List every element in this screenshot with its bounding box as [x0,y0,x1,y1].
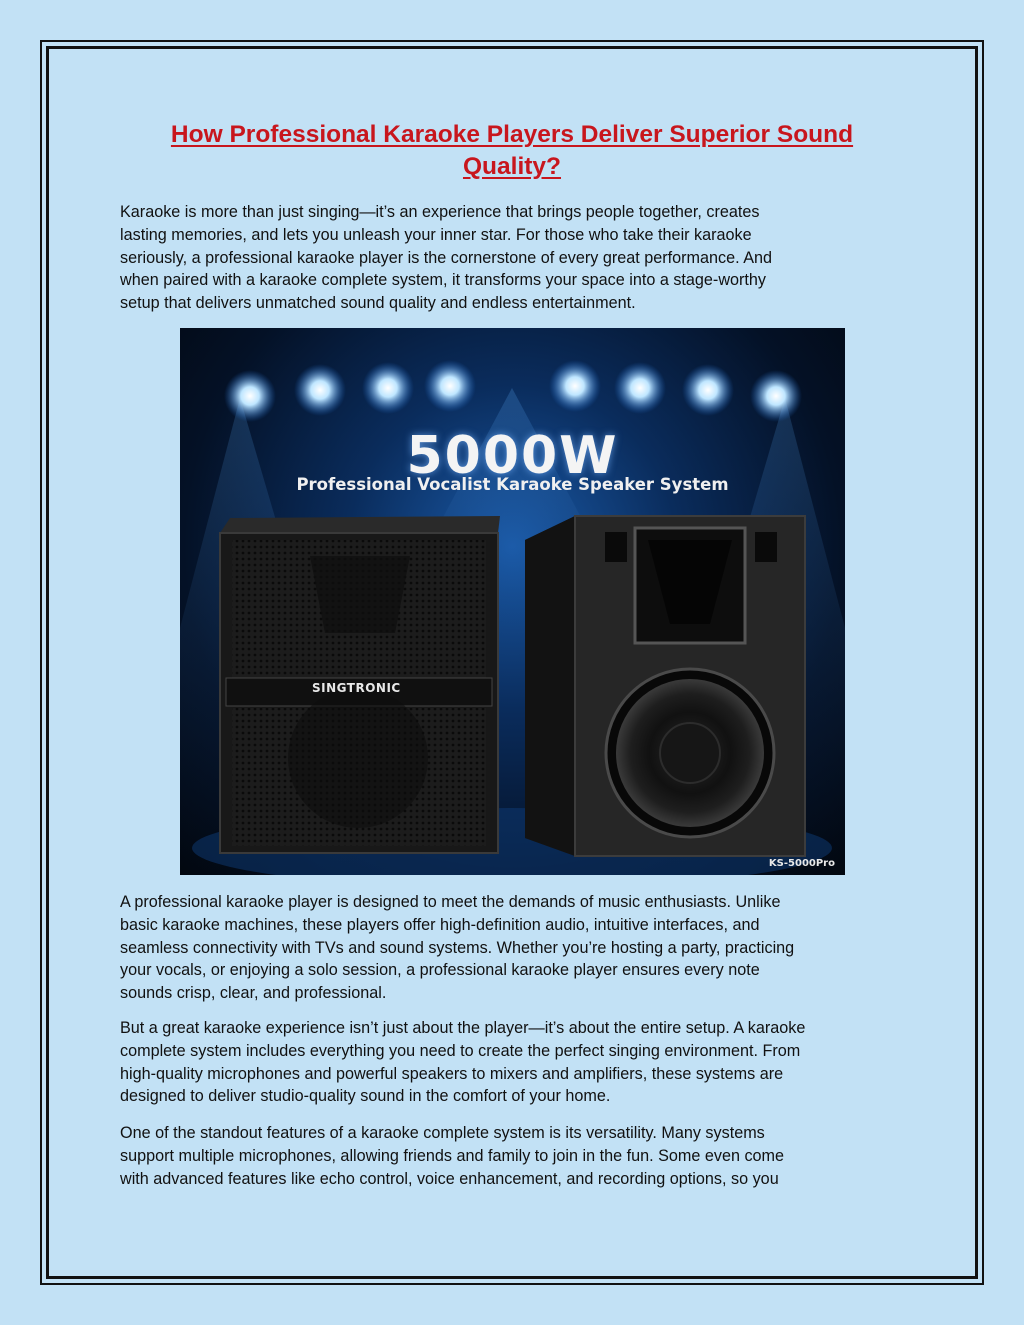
right-speaker [525,516,805,856]
article-title: How Professional Karaoke Players Deliver Superior Sound Quality? [170,121,854,180]
paragraph-intro: Karaoke is more than just singing—it’s an experience that brings people together, creates lasting memories, and lets you unleash your inner star. For those who take their karaoke seriously, a professional karaoke player is the cornerstone of every great performance. And when paired with a karaoke complete system, it transforms your space into a stage-worthy setup that delivers unmatched sound quality and endless entertainment. [120,203,773,313]
paragraph-system: But a great karaoke experience isn’t just about the player—it’s about the entire setup. A karaoke complete system includes everything you need to create the perfect singing environment. From high-quality microphones and powerful speakers to mixers and amplifiers, these systems are designed to deliver studio-quality sound in the comfort of your home. [120,1019,806,1106]
image-headline: 5000W [406,426,619,486]
paragraph-versatility: One of the standout features of a karaoke complete system is its versatility. Many systems support multiple microphones, allowing friends and family to join in the fun. Some even come with advanced features like echo control, voice enhancement, and recording options, so you [120,1124,785,1188]
speaker-model-label: KS-5000Pro [768,858,835,869]
speaker-illustration [180,328,845,875]
image-subline: Professional Vocalist Karaoke Speaker System [296,475,729,494]
speaker-brand-label: SINGTRONIC [312,681,401,695]
speaker-product-image [180,328,845,875]
paragraph-player: A professional karaoke player is designed to meet the demands of music enthusiasts. Unlike basic karaoke machines, these players offer high-definition audio, intuitive interfaces, and seamless connectivity with TVs and sound systems. Whether you’re hosting a party, practicing your vocals, or enjoying a solo session, a professional karaoke player ensures every note sounds crisp, clear, and professional. [120,893,795,1003]
